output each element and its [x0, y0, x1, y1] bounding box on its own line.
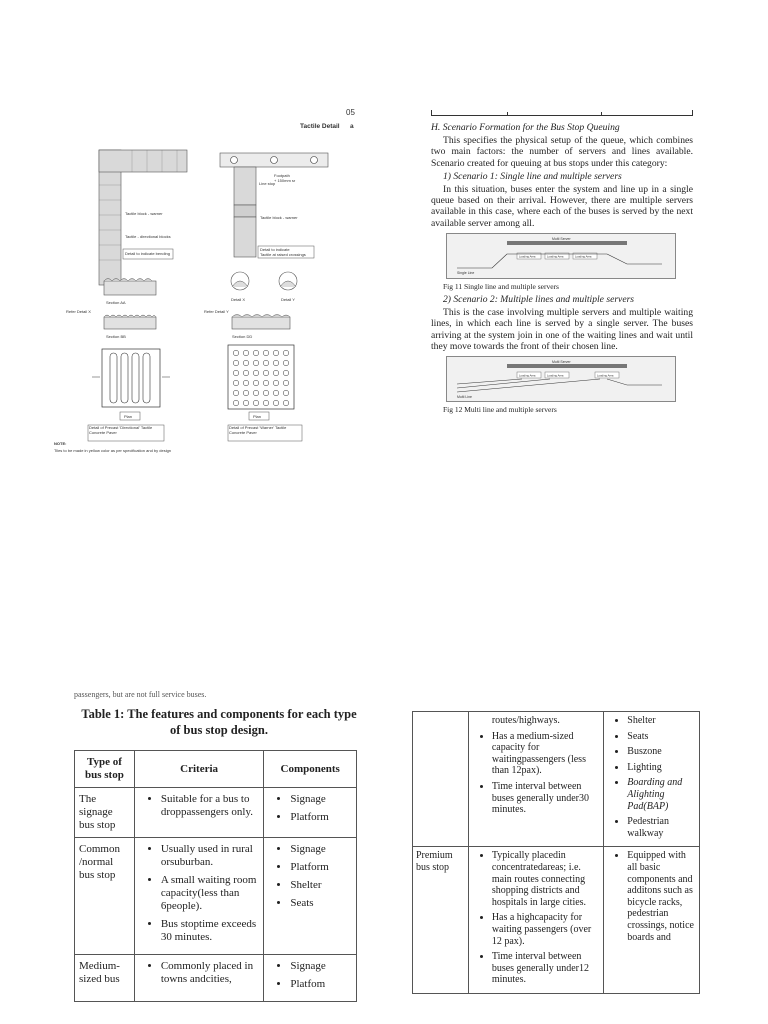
caption-directional-paver: Detail of Precast 'Directional' Tactile Concrete Paver — [89, 425, 153, 435]
row-components — [604, 712, 700, 847]
row-criteria — [134, 788, 264, 838]
raised-crossing-detail — [220, 153, 328, 257]
label-footpath: Footpath — [274, 173, 290, 178]
label-section-aa: Section AA — [106, 300, 126, 305]
label-tactile-warner: Tactile block - warner — [125, 211, 163, 216]
table1-continued — [412, 711, 700, 994]
list-item: • Equipped with all basic components and additons such as bicycle racks, pedestrian crossings, notice boards and — [627, 850, 696, 943]
list-item: • Commonly placed in towns andcities, — [161, 960, 260, 986]
fig12-box-label-1: Loading Area — [519, 373, 536, 378]
list-item: • Lighting — [627, 762, 696, 774]
table1-caption — [74, 706, 364, 738]
detail-circles — [231, 272, 297, 290]
tactile-detail-drawing — [52, 105, 362, 465]
row-components — [264, 955, 357, 1002]
label-footpath-height: + 150mm sr — [274, 178, 296, 183]
list-item: routes/highways. — [491, 715, 560, 726]
table-row — [75, 838, 357, 955]
list-item: • Seats — [290, 897, 352, 910]
list-item: • Seats — [627, 731, 696, 743]
caption-warner-paver: Detail of Precast 'Warner' Tactile Concrete Paver — [229, 425, 287, 435]
table1-header-type: Type of bus stop — [75, 751, 135, 788]
list-item: • Boarding and Alighting Pad(BAP) — [627, 777, 696, 812]
section-heading: H. Scenario Formation for the Bus Stop Queuing — [431, 122, 620, 133]
row-criteria — [134, 838, 264, 955]
list-item: • Bus stoptime exceeds 30 minutes. — [161, 918, 260, 944]
intro-paragraph: This specifies the physical setup of the queue, which combines two main factors: the number of servers and lines available. Scenario created for queuing at bus stops under this category: — [431, 135, 693, 169]
list-item: • Signage — [290, 843, 352, 856]
list-item: • Typically placedin concentratedareas; i.e. main routes connecting shopping districts and hospitals in large cities. — [492, 850, 600, 908]
label-detail-x: Detail X — [231, 297, 246, 302]
label-section-bb: Section BB — [106, 334, 126, 339]
scenario-text-column — [431, 118, 693, 415]
fig11-bottom-label: Single Line — [457, 270, 475, 275]
fig11-box-label-3: Loading Area — [575, 254, 592, 259]
list-item: • Platfom — [290, 978, 352, 991]
fig11-box-label-2: Loading Area — [547, 254, 564, 259]
list-item: • Signage — [290, 793, 352, 806]
l-shaped-tactile-path — [99, 150, 187, 285]
row-type: The signage bus stop — [75, 788, 135, 838]
table1-header-components: Components — [264, 751, 357, 788]
table1-header-criteria: Criteria — [134, 751, 264, 788]
row-criteria — [468, 847, 603, 994]
table1 — [74, 750, 357, 1002]
directional-paver-plan — [92, 349, 170, 407]
label-line-stop: Line stop — [259, 181, 276, 186]
warner-paver-plan — [228, 345, 294, 409]
drawing-title: Tactile Detail — [300, 123, 340, 130]
scenario2-heading: 2) Scenario 2: Multiple lines and multiple servers — [443, 294, 635, 306]
fig11-svg — [447, 234, 675, 278]
row-components — [604, 847, 700, 994]
table1-region — [74, 690, 364, 1002]
row-type: Medium-sized bus — [75, 955, 135, 1002]
list-item: • Platform — [290, 811, 352, 824]
list-item: • Signage — [290, 960, 352, 973]
list-item: • Shelter — [627, 715, 696, 727]
label-section-dd: Section DD — [232, 334, 253, 339]
scenario1-paragraph: In this situation, buses enter the system and line up in a single queue based on their arrival. However, there are multiple servers available in this case, where each of the buses is served by the next available server among all. — [431, 184, 693, 229]
fig12-box-label-3: Loading Area — [597, 373, 614, 378]
table1-continuation — [412, 711, 700, 994]
tactile-drawing-svg — [52, 105, 362, 465]
list-item: • Platform — [290, 861, 352, 874]
fig12-diagram — [446, 356, 676, 402]
label-refer-detail-y: Refer Detail Y — [204, 309, 229, 314]
row-criteria — [134, 955, 264, 1002]
table-row — [75, 788, 357, 838]
drawing-title-suffix: a — [350, 123, 354, 130]
list-item: • Usually used in rural orsuburban. — [161, 843, 260, 869]
table-row — [413, 712, 700, 847]
fig12-bottom-label: Multi Line — [457, 395, 472, 400]
table-row — [413, 847, 700, 994]
scenario1-heading: 1) Scenario 1: Single line and multiple servers — [443, 170, 622, 182]
list-item: • Pedestrian walkway — [627, 816, 696, 839]
top-rule — [431, 109, 693, 116]
label-detail-y: Detail Y — [281, 297, 295, 302]
label-refer-detail-x: Refer Detail X — [66, 309, 91, 314]
fig12-svg — [447, 357, 675, 401]
row-type: Common /normal bus stop — [75, 838, 135, 955]
fig12-box-label-2: Loading Area — [547, 373, 564, 378]
table-row — [75, 955, 357, 1002]
label-plan-2: Plan — [253, 414, 262, 419]
label-tactile-directional: Tactile - directional blocks — [125, 234, 171, 239]
label-detail-raised-2: Tactile at raised crossings — [260, 252, 306, 257]
label-plan-1: Plan — [124, 414, 133, 419]
list-item: • A small waiting room capacity(less than 6people). — [161, 874, 260, 913]
scenario2-paragraph: This is the case involving multiple servers and multiple waiting lines, in which each line is served by a single server. The buses arriving at the system join in one of the waiting lines and wait until they move towards the front of their chosen line. — [431, 307, 693, 352]
list-item: • Has a highcapacity for waiting passengers (over 12 pax). — [492, 912, 600, 947]
row-type — [413, 712, 469, 847]
row-components — [264, 788, 357, 838]
fig12-top-label: Multi Server — [552, 360, 571, 365]
list-item: • Suitable for a bus to droppassengers only. — [161, 793, 260, 819]
fig11-top-label: Multi Server — [552, 236, 571, 241]
row-type: Premium bus stop — [413, 847, 469, 994]
table1-caption-line1: Table 1: The features and components for each type — [81, 707, 357, 721]
label-detail-raised: Detail to indicate — [260, 247, 290, 252]
fig11-box-label-1: Loading Area — [519, 254, 536, 259]
row-components — [264, 838, 357, 955]
row-criteria — [468, 712, 603, 847]
note-title: NOTE: — [54, 441, 67, 446]
table1-header-row — [75, 751, 357, 788]
drawing-page-number: 05 — [346, 108, 355, 117]
fig11-diagram — [446, 233, 676, 279]
cut-off-text: passengers, but are not full service buses. — [74, 690, 207, 699]
table1-caption-line2: of bus stop design. — [170, 723, 268, 737]
label-tactile-warner-2: Tactile block - warner — [260, 215, 298, 220]
list-item: • Time interval between buses generally under30 minutes. — [492, 781, 600, 816]
list-item: • Has a medium-sized capacity for waitingpassengers (less than 12pax). — [492, 731, 600, 777]
fig11-caption: Fig 11 Single line and multiple servers — [443, 281, 559, 291]
label-detail-bend: Detail to indicate bending — [125, 251, 170, 256]
note-text: Tiles to be made in yellow color as per specification and by design — [54, 448, 172, 453]
list-item: • Time interval between buses generally under12 minutes. — [492, 951, 600, 986]
fig12-caption: Fig 12 Multi line and multiple servers — [443, 405, 557, 415]
list-item: • Buszone — [627, 746, 696, 758]
list-item: • Shelter — [290, 879, 352, 892]
